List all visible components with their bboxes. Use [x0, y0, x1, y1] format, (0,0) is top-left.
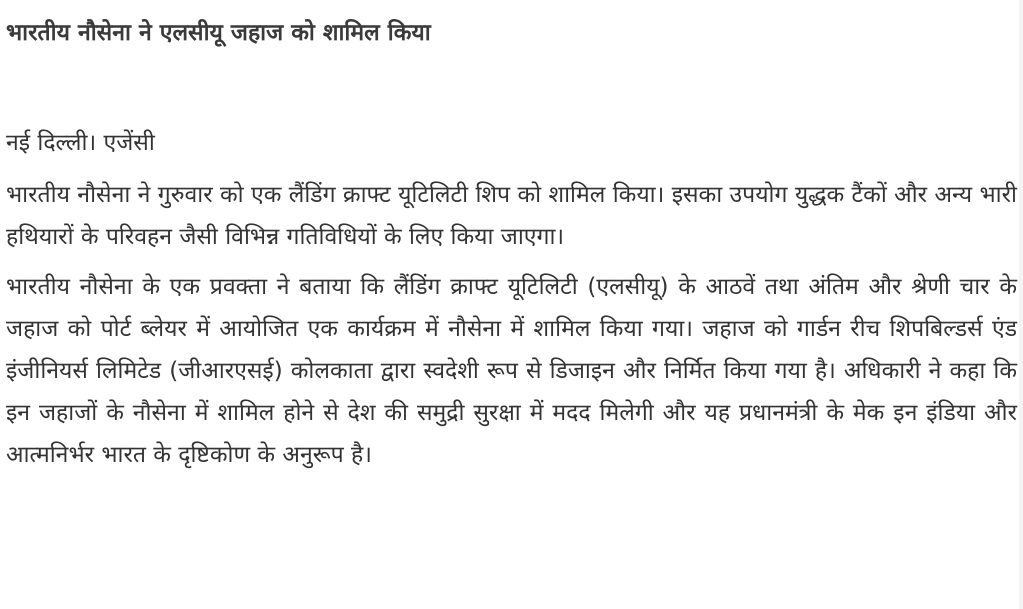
article-paragraph: भारतीय नौसेना के एक प्रवक्ता ने बताया कि लैंडिंग क्राफ्ट यूटिलिटी (एलसीयू) के आठवें तथा अंतिम और श्रेणी चार के जहाज को पोर्ट ब्लेयर में आयोजित एक कार्यक्रम में नौसेना में शामिल किया गया। जहाज को गार्डन रीच शिपबिल्डर्स एंड इंजीनियर्स लिमिटेड (जीआरएसई) कोलकाता द्वारा स्वदेशी रूप से डिजाइन और निर्मित किया गया है। अधिकारी ने कहा कि इन जहाजों के नौसेना में शामिल होने से देश की समुद्री सुरक्षा में मदद मिलेगी और यह प्रधानमंत्री के मेक इन इंडिया और आत्मनिर्भर भारत के दृष्टिकोण के अनुरूप है।	[6, 274, 1017, 468]
vertical-scrollbar[interactable]	[1019, 0, 1023, 609]
article-dateline: नई दिल्ली। एजेंसी	[6, 130, 155, 156]
article-title: भारतीय नौसेना ने एलसीयू जहाज को शामिल किया	[6, 20, 431, 46]
article-paragraph: भारतीय नौसेना ने गुरुवार को एक लैंडिंग क्राफ्ट यूटिलिटी शिप को शामिल किया। इसका उपयोग युद्धक टैंकों और अन्य भारी हथियारों के परिवहन जैसी विभिन्न गतिविधियों के लिए किया जाएगा।	[6, 182, 1017, 250]
